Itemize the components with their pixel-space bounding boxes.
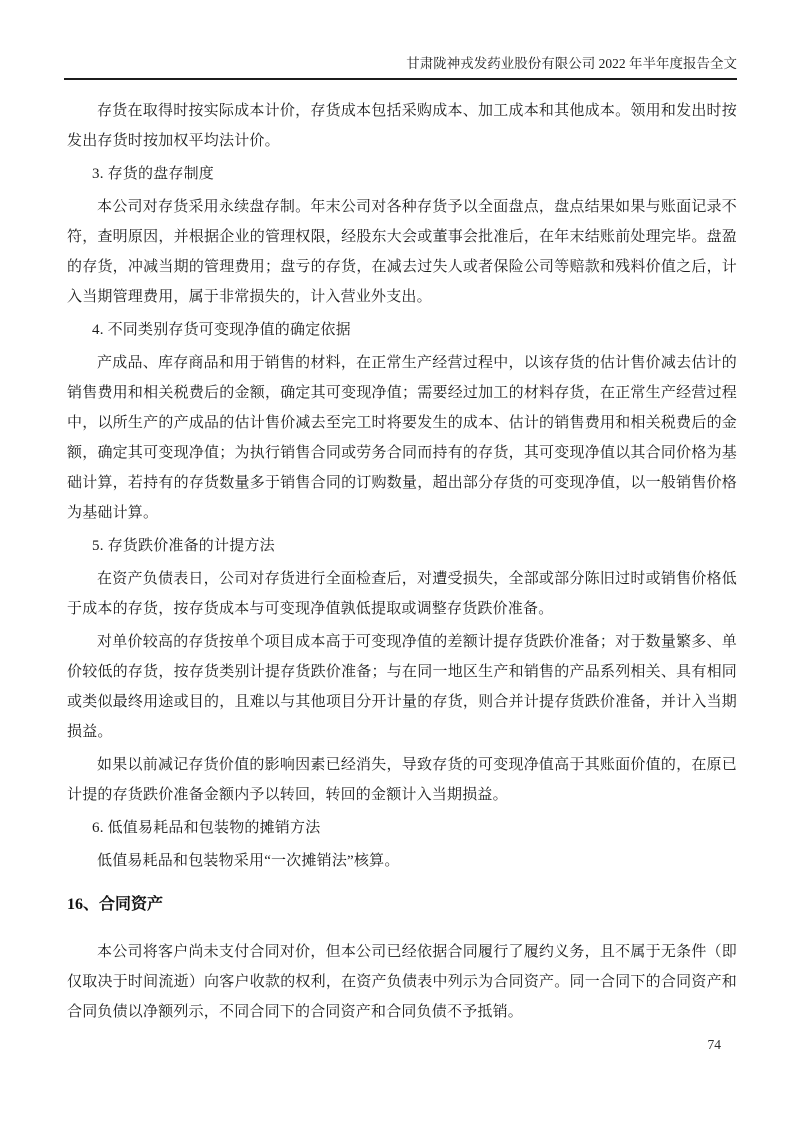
para-inventory-valuation: 存货在取得时按实际成本计价，存货成本包括采购成本、加工成本和其他成本。领用和发出时按发出存货时按加权平均法计价。	[67, 103, 737, 149]
item-5-provision-method: 5. 存货跌价准备的计提方法	[92, 538, 275, 554]
para-provision-reversal: 如果以前减记存货价值的影响因素已经消失，导致存货的可变现净值高于其账面价值的，在原已计提的存货跌价准备金额内予以转回，转回的金额计入当期损益。	[67, 757, 737, 803]
page-number: 74	[707, 1037, 721, 1052]
item-4-nrv-determination-basis: 4. 不同类别存货可变现净值的确定依据	[92, 322, 351, 338]
report-header-title: 甘肃陇神戎发药业股份有限公司 2022 年半年度报告全文	[406, 56, 737, 71]
para-contract-assets-definition: 本公司将客户尚未支付合同对价，但本公司已经依据合同履行了履约义务，且不属于无条件（即仅取决于时间流逝）向客户收款的权利，在资产负债表中列示为合同资产。同一合同下的合同资产和合同负债以净额列示，不同合同下的合同资产和合同负债不予抵销。	[67, 944, 737, 1020]
para-one-time-amortization: 低值易耗品和包装物采用“一次摊销法”核算。	[97, 853, 400, 869]
para-balance-sheet-date-check: 在资产负债表日，公司对存货进行全面检查后，对遭受损失，全部或部分陈旧过时或销售价格低于成本的存货，按存货成本与可变现净值孰低提取或调整存货跌价准备。	[67, 571, 737, 617]
section-16-contract-assets-heading: 16、合同资产	[67, 896, 164, 913]
item-3-inventory-count-system: 3. 存货的盘存制度	[92, 166, 215, 182]
para-provision-by-item-or-category: 对单价较高的存货按单个项目成本高于可变现净值的差额计提存货跌价准备；对于数量繁多、单价较低的存货，按存货类别计提存货跌价准备；与在同一地区生产和销售的产品系列相关、具有相同或类似最终用途或目的，且难以与其他项目分开计量的存货，则合并计提存货跌价准备，并计入当期损益。	[67, 634, 737, 740]
document-content	[67, 96, 737, 1030]
page-header	[64, 54, 737, 80]
item-6-amortization-method: 6. 低值易耗品和包装物的摊销方法	[92, 820, 321, 836]
para-nrv-determination-details: 产成品、库存商品和用于销售的材料，在正常生产经营过程中，以该存货的估计售价减去估计的销售费用和相关税费后的金额，确定其可变现净值；需要经过加工的材料存货，在正常生产经营过程中，以所生产的产成品的估计售价减去至完工时将要发生的成本、估计的销售费用和相关税费后的金额，确定其可变现净值；为执行销售合同或劳务合同而持有的存货，其可变现净值以其合同价格为基础计算，若持有的存货数量多于销售合同的订购数量，超出部分存货的可变现净值，以一般销售价格为基础计算。	[67, 355, 737, 521]
para-perpetual-inventory-system: 本公司对存货采用永续盘存制。年末公司对各种存货予以全面盘点，盘点结果如果与账面记录不符，查明原因，并根据企业的管理权限，经股东大会或董事会批准后，在年末结账前处理完毕。盘盈的存货，冲减当期的管理费用；盘亏的存货，在减去过失人或者保险公司等赔款和残料价值之后，计入当期管理费用，属于非常损失的，计入营业外支出。	[67, 199, 737, 305]
